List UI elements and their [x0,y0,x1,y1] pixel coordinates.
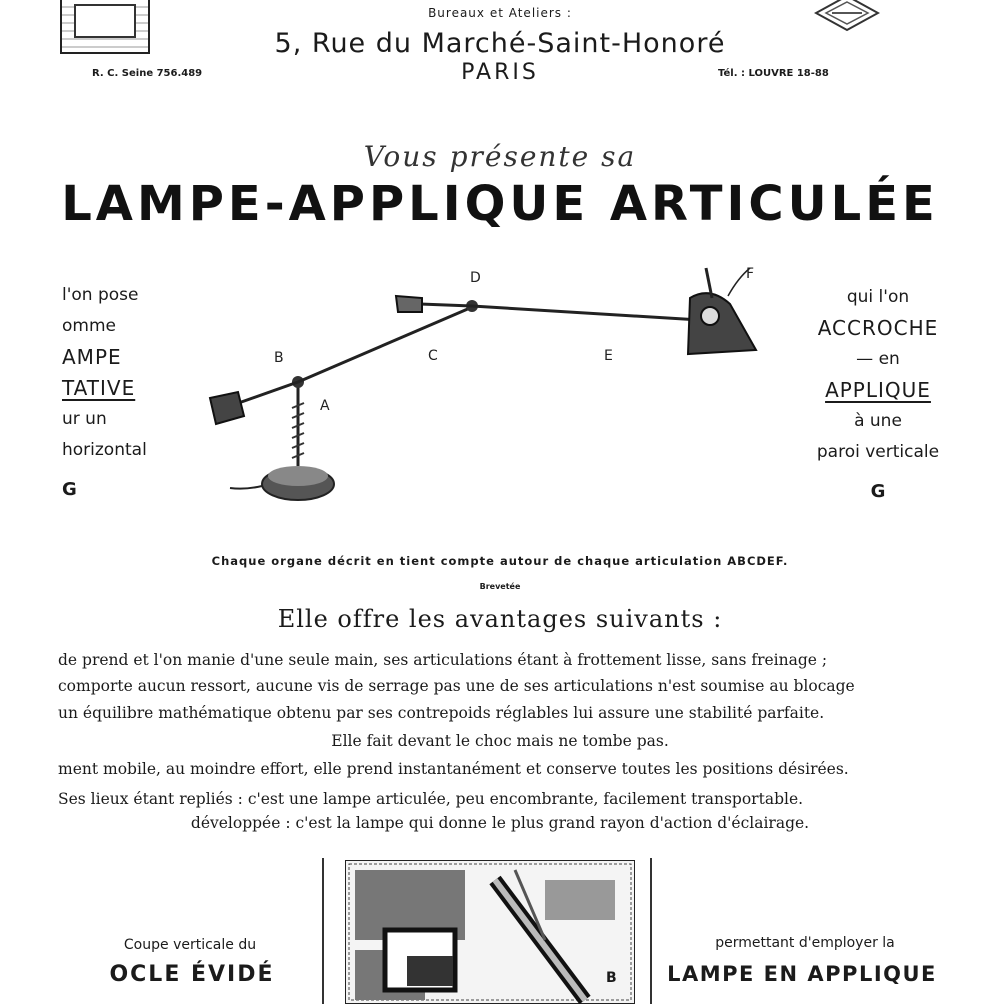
left-column [62,280,172,505]
label-d: D [470,270,481,286]
header-city: PARIS [461,60,539,85]
advantage-line: Elle fait devant le choc mais ne tombe pas. [331,732,669,750]
label-b: B [274,350,284,366]
label-f: F [746,266,755,282]
figure-mark: B [606,970,617,986]
header-address: 5, Rue du Marché-Saint-Honoré [274,28,726,59]
label-c: C [428,348,438,364]
left-line: horizontal [62,440,147,460]
label-a: A [320,398,330,414]
advantage-line: un équilibre mathématique obtenu par ses contrepoids réglables lui assure une stabilité parfaite. [58,704,825,722]
caption-mark: Brevetée [479,582,521,591]
right-column [806,282,950,507]
label-e: E [604,348,613,364]
header-rc: R. C. Seine 756.489 [92,68,203,79]
right-line: à une [854,411,902,431]
page-title: LAMPE-APPLIQUE ARTICULÉE [61,176,939,232]
socle-caption: OCLE ÉVIDÉ [109,962,275,987]
advantage-line: ment mobile, au moindre effort, elle prend instantanément et conserve toutes les positions désirées. [58,760,849,778]
applique-caption: LAMPE EN APPLIQUE [667,962,937,986]
left-line: TATIVE [62,376,136,400]
lamp-illustration [190,258,770,508]
title-intro: Vous présente sa [363,140,637,173]
left-line: AMPE [62,345,122,369]
left-line: omme [62,316,116,336]
advantage-line: de prend et l'on manie d'une seule main, ses articulations étant à frottement lisse, sans freinage ; [58,651,828,669]
left-figure-mark: G [62,479,77,500]
advantage-line: comporte aucun ressort, aucune vis de serrage pas une de ses articulations n'est soumise au blocage [58,677,855,695]
right-line: paroi verticale [816,442,940,462]
socle-caption-small: Coupe verticale du [123,937,257,953]
advantages-title: Elle offre les avantages suivants : [277,605,723,633]
header-tel: Tél. : LOUVRE 18-88 [718,68,829,79]
divider-left [322,858,324,1004]
applique-caption-small: permettant d'employer la [715,935,895,951]
left-line: l'on pose [62,285,139,305]
right-line: qui l'on [846,287,910,307]
right-line: ACCROCHE [817,316,939,340]
advantage-line: Ses lieux étant repliés : c'est une lampe articulée, peu encombrante, facilement transportable. [58,790,804,808]
right-line: — en [856,349,900,369]
figure-caption: Chaque organe décrit en tient compte autour de chaque articulation ABCDEF. [211,554,789,568]
right-figure-mark: G [870,481,886,502]
right-line: APPLIQUE [825,378,931,402]
advantage-line: développée : c'est la lampe qui donne le plus grand rayon d'action d'éclairage. [190,814,810,832]
header-bureaux: Bureaux et Ateliers : [428,6,572,20]
socle-cross-section-illustration [345,860,635,1004]
left-line: ur un [62,409,107,429]
